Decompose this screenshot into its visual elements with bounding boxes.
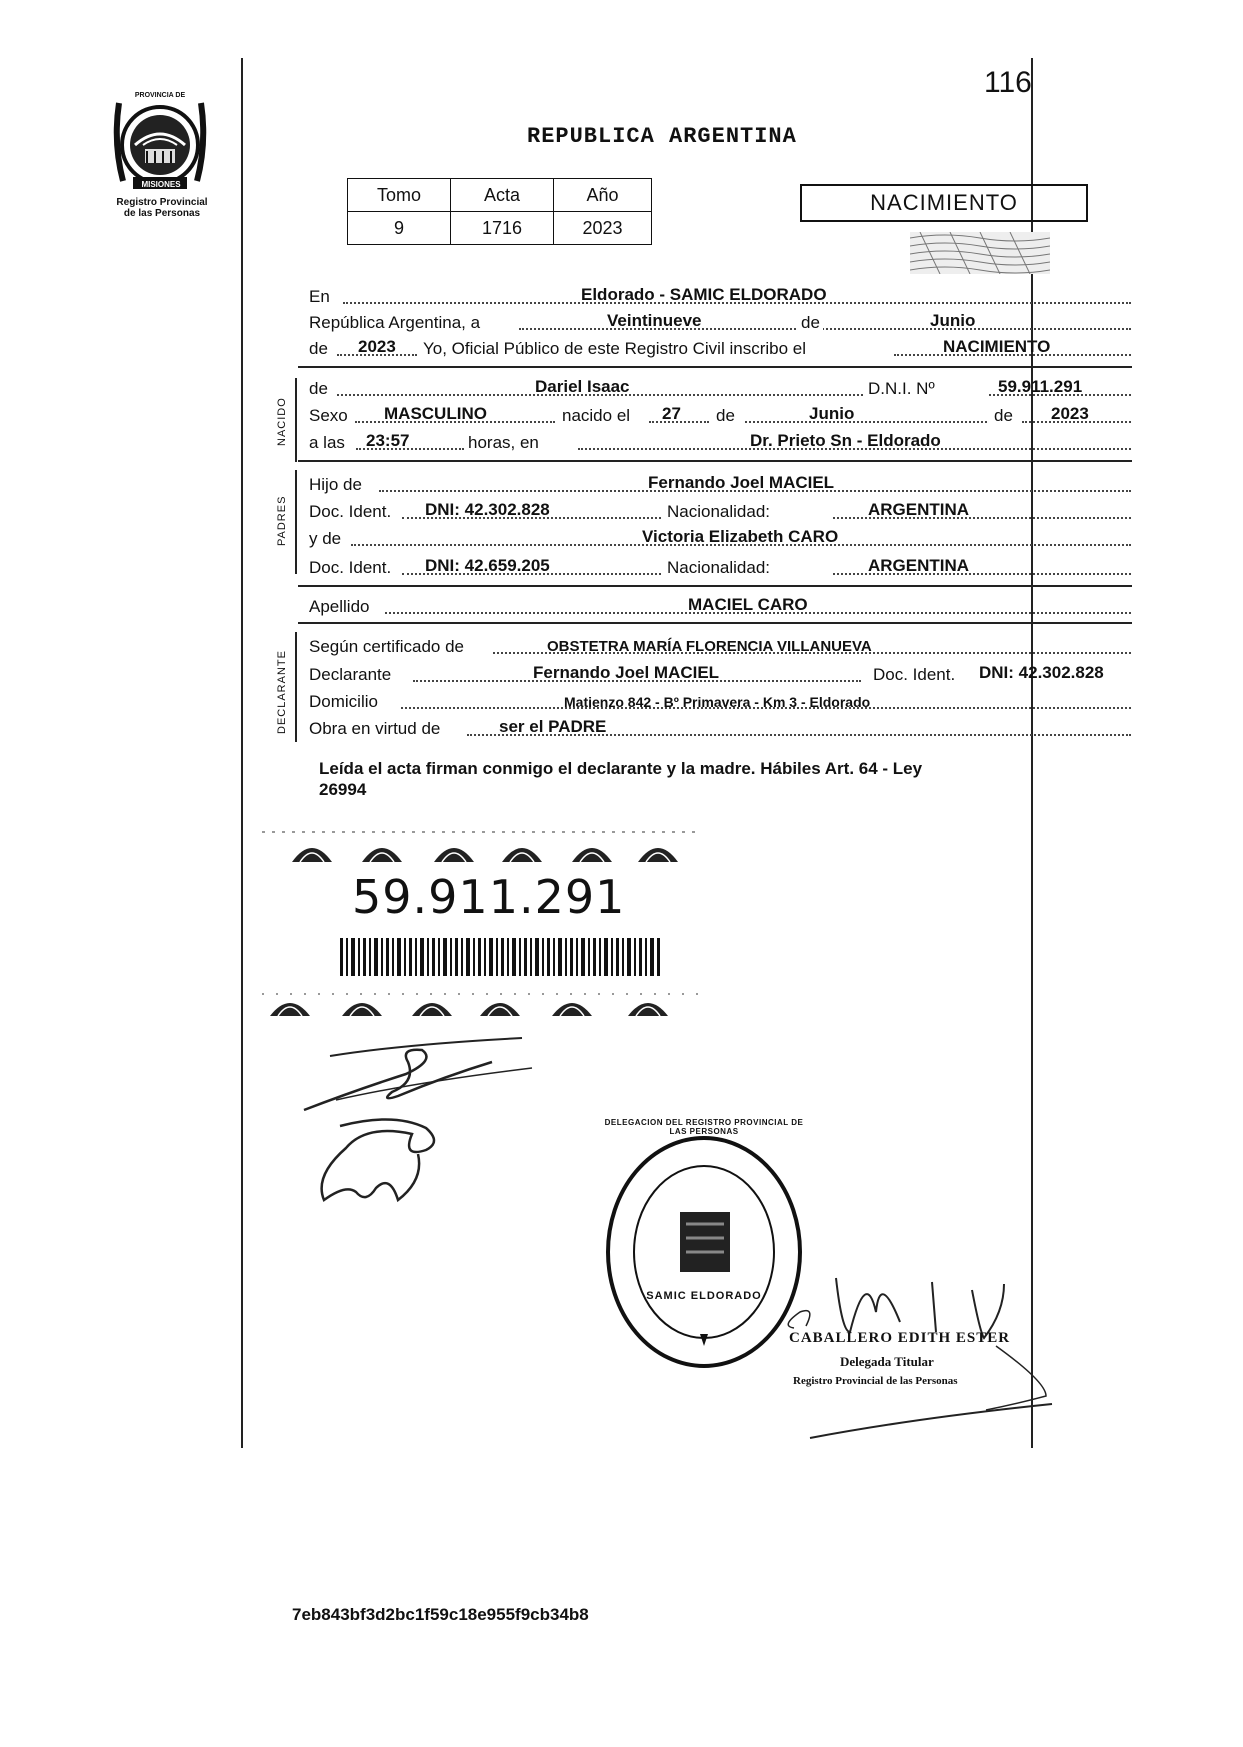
nacido-de-label: de <box>309 379 328 398</box>
padres-bracket <box>295 470 297 574</box>
father-nat-label: Nacionalidad: <box>667 502 771 521</box>
declarante-doc-value: DNI: 42.302.828 <box>979 663 1104 682</box>
barcode-sticker <box>262 826 708 1018</box>
day-words-value: Veintinueve <box>607 311 702 330</box>
padres-section-label: PADRES <box>276 495 288 546</box>
barcode-number: 59.911.291 <box>352 870 626 924</box>
en-label: En <box>309 287 330 306</box>
nacido-bracket <box>295 378 297 462</box>
mother-doc-label: Doc. Ident. <box>309 558 392 577</box>
domicilio-label: Domicilio <box>309 692 378 711</box>
tomo-header: Tomo <box>348 179 451 212</box>
child-dni-value: 59.911.291 <box>998 377 1083 396</box>
legal-note-line2: 26994 <box>319 780 367 799</box>
father-name-value: Fernando Joel MACIEL <box>648 473 835 492</box>
apellido-row <box>309 596 1131 618</box>
declarante-row-1 <box>309 636 1131 658</box>
reference-value-row <box>348 212 652 245</box>
birth-year-value: 2023 <box>1051 404 1089 423</box>
official-name: CABALLERO EDITH ESTER <box>789 1330 1011 1346</box>
official-role: Delegada Titular <box>840 1354 934 1369</box>
mother-nationality-value: ARGENTINA <box>868 556 970 575</box>
declarante-label: Declarante <box>309 665 392 684</box>
record-reference-table <box>347 178 652 245</box>
nacido-section-label: NACIDO <box>276 397 288 446</box>
father-doc-value: DNI: 42.302.828 <box>425 500 550 519</box>
province-logo <box>105 93 215 193</box>
sexo-label: Sexo <box>309 406 348 425</box>
certificado-value: OBSTETRA MARÍA FLORENCIA VILLANUEVA <box>547 638 872 655</box>
declarante-bracket <box>295 632 297 742</box>
anio-header: Año <box>554 179 652 212</box>
act-value: NACIMIENTO <box>943 337 1051 356</box>
birth-place-value: Dr. Prieto Sn - Eldorado <box>750 431 941 450</box>
reference-header-row <box>348 179 652 212</box>
declarante-doc-label: Doc. Ident. <box>873 665 956 684</box>
record-type-box: NACIMIENTO <box>800 184 1088 222</box>
padres-row-3 <box>309 528 1131 550</box>
nacido-row-1 <box>309 378 1131 400</box>
declarante-section-label: DECLARANTE <box>276 650 288 734</box>
logo-caption-line1: Registro Provincial <box>116 197 208 208</box>
stamp-ring-text: DELEGACION DEL REGISTRO PROVINCIAL DE LAS PERSONAS <box>604 1118 804 1136</box>
hijo-de-label: Hijo de <box>309 475 362 494</box>
logo-caption <box>92 197 232 219</box>
security-hologram <box>910 232 1050 274</box>
place-value: Eldorado - SAMIC ELDORADO <box>581 285 827 304</box>
apellido-value: MACIEL CARO <box>688 595 808 614</box>
document-hash: 7eb843bf3d2bc1f59c18e955f9cb34b8 <box>292 1605 589 1624</box>
birth-time-value: 23:57 <box>366 431 410 450</box>
acta-header: Acta <box>451 179 554 212</box>
declarante-row-2 <box>309 664 1131 686</box>
obra-label: Obra en virtud de <box>309 719 441 738</box>
logo-seal-top: PROVINCIA DE <box>134 92 186 99</box>
apellido-rule <box>298 622 1132 624</box>
yo-text: Yo, Oficial Público de este Registro Civil inscribo el <box>423 339 806 358</box>
dni-label: D.N.I. Nº <box>868 379 935 398</box>
acta-value: 1716 <box>451 212 554 245</box>
padres-rule <box>298 585 1132 587</box>
y-de-label: y de <box>309 529 342 548</box>
padres-row-4 <box>309 557 1131 579</box>
birth-de-label-2: de <box>994 406 1013 425</box>
father-doc-label: Doc. Ident. <box>309 502 392 521</box>
page-number: 116 <box>984 66 1032 99</box>
stamp-inner-text: SAMIC ELDORADO <box>646 1290 762 1302</box>
horas-label: horas, en <box>468 433 539 452</box>
declarante-row-4 <box>309 718 1131 740</box>
birth-de-label: de <box>716 406 735 425</box>
tomo-value: 9 <box>348 212 451 245</box>
sexo-value: MASCULINO <box>384 404 487 423</box>
official-stamp <box>604 1118 804 1370</box>
nacido-row-2 <box>309 405 1131 427</box>
birth-day-value: 27 <box>662 404 681 423</box>
mother-nat-label: Nacionalidad: <box>667 558 771 577</box>
logo-seal-bottom: MISIONES <box>141 180 181 189</box>
mother-signature <box>306 1114 446 1210</box>
left-margin-line <box>241 58 243 1448</box>
month-value: Junio <box>930 311 976 330</box>
child-name-value: Dariel Isaac <box>535 377 630 396</box>
alas-label: a las <box>309 433 345 452</box>
padres-row-1 <box>309 474 1131 496</box>
birth-month-dots <box>745 421 987 423</box>
intro-row-1 <box>309 286 1131 308</box>
de-label: de <box>798 313 823 333</box>
mother-name-value: Victoria Elizabeth CARO <box>642 527 839 546</box>
domicilio-value: Matienzo 842 - Bº Primavera - Km 3 - Eldorado <box>564 694 871 710</box>
nacido-el-label: nacido el <box>562 406 631 425</box>
certificado-label: Según certificado de <box>309 637 464 656</box>
father-nationality-value: ARGENTINA <box>868 500 970 519</box>
mother-doc-value: DNI: 42.659.205 <box>425 556 550 575</box>
obra-value: ser el PADRE <box>499 717 607 736</box>
intro-rule <box>298 366 1132 368</box>
declarante-value: Fernando Joel MACIEL <box>533 663 720 682</box>
year-value: 2023 <box>358 337 396 356</box>
declarant-signature <box>296 1032 536 1112</box>
document-title: REPUBLICA ARGENTINA <box>527 124 797 149</box>
padres-row-2 <box>309 501 1131 523</box>
intro-row-2 <box>309 312 1131 334</box>
birth-month-value: Junio <box>809 404 855 423</box>
logo-caption-line2: de las Personas <box>123 208 201 219</box>
nacido-rule <box>298 460 1132 462</box>
intro-row-3 <box>309 338 1131 360</box>
declarante-row-3 <box>309 691 1131 713</box>
legal-note <box>319 758 1109 800</box>
anio-value: 2023 <box>554 212 652 245</box>
republica-label: República Argentina, a <box>309 313 481 332</box>
official-office: Registro Provincial de las Personas <box>793 1375 958 1387</box>
apellido-label: Apellido <box>309 597 370 616</box>
nacido-row-3 <box>309 432 1131 454</box>
de-label-2: de <box>309 339 328 358</box>
legal-note-line1: Leída el acta firman conmigo el declarante y la madre. Hábiles Art. 64 - Ley <box>319 759 923 778</box>
